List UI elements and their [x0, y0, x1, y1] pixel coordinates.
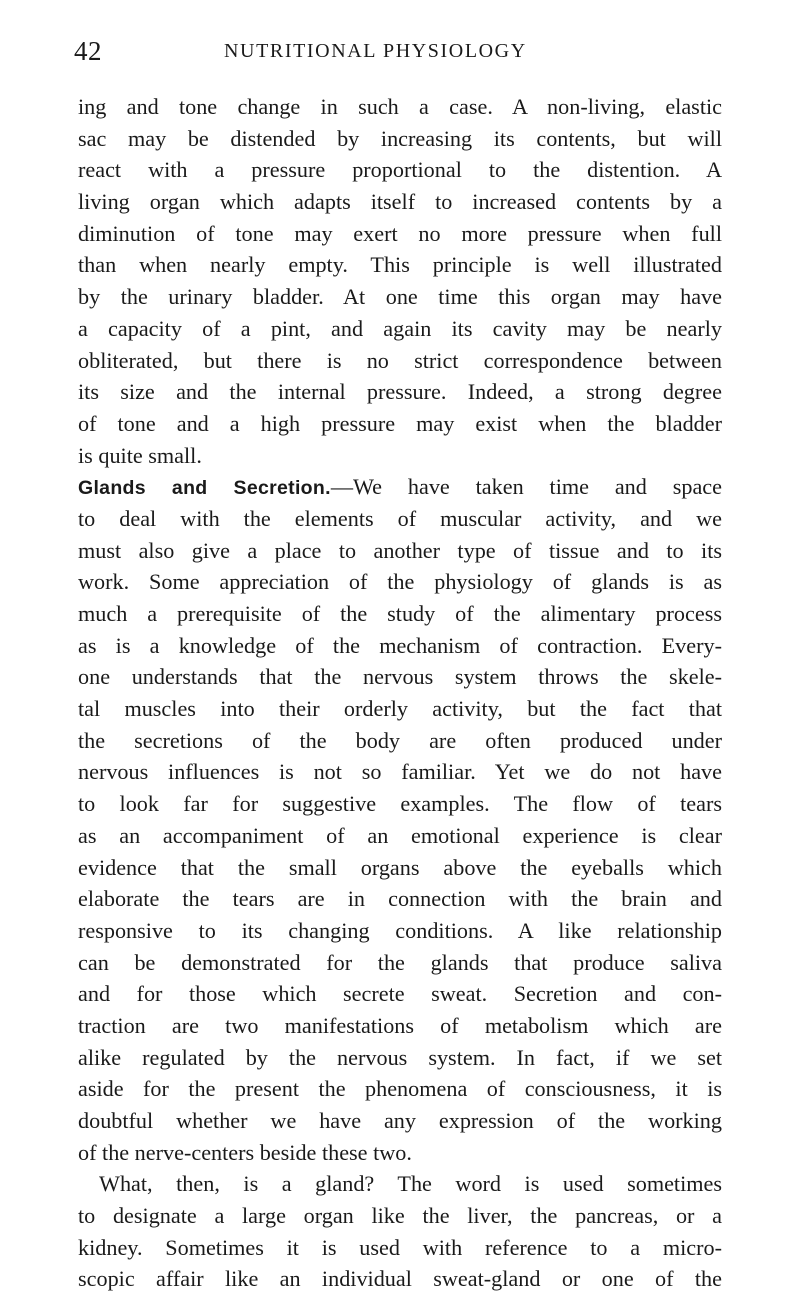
running-title: NUTRITIONAL PHYSIOLOGY: [224, 40, 527, 62]
text-line: react with a pressure proportional to the distention. A: [78, 157, 722, 183]
text-line: is quite small.: [78, 442, 202, 468]
text-line: responsive to its changing conditions. A like relationship: [78, 917, 722, 943]
text-line: living organ which adapts itself to increased contents by a: [78, 189, 722, 215]
book-page: [74, 0, 722, 1292]
text-line: elaborate the tears are in connection with the brain and: [78, 886, 722, 912]
text-line-rest: —We have taken time and space: [330, 474, 722, 500]
text-line: one understands that the nervous system throws the skele-: [78, 664, 722, 690]
text-line: must also give a place to another type of tissue and to its: [78, 537, 722, 563]
body-text: [78, 91, 722, 1295]
text-line: work. Some appreciation of the physiology of glands is as: [78, 569, 722, 595]
text-line: the secretions of the body are often produced under: [78, 727, 722, 753]
text-line: and for those which secrete sweat. Secretion and con-: [78, 981, 722, 1007]
text-line: diminution of tone may exert no more pressure when full: [78, 220, 722, 246]
text-line: nervous influences is not so familiar. Yet we do not have: [78, 759, 722, 785]
text-line: much a prerequisite of the study of the alimentary process: [78, 601, 722, 626]
text-line: as an accompaniment of an emotional experience is clear: [78, 822, 722, 848]
text-line: ing and tone change in such a case. A non-living, elastic: [78, 94, 722, 119]
text-line: scopic affair like an individual sweat-gland or one of the: [78, 1266, 722, 1292]
text-line: alike regulated by the nervous system. In fact, if we set: [78, 1044, 722, 1070]
paragraph-1: [78, 91, 722, 471]
text-line: than when nearly empty. This principle is well illustrated: [78, 252, 722, 278]
text-line: aside for the present the phenomena of consciousness, it is: [78, 1076, 722, 1102]
text-line: as is a knowledge of the mechanism of contraction. Every-: [78, 632, 722, 658]
text-line: can be demonstrated for the glands that produce saliva: [78, 949, 722, 975]
running-head: [74, 33, 722, 69]
paragraph-3: [78, 1168, 722, 1295]
page-number: 42: [74, 36, 102, 66]
text-line: to deal with the elements of muscular activity, and we: [78, 505, 722, 531]
text-line: tal muscles into their orderly activity, but the fact that: [78, 696, 722, 722]
text-line: sac may be distended by increasing its contents, but will: [78, 125, 722, 151]
text-line-with-heading: [78, 471, 722, 503]
text-line: traction are two manifestations of metabolism which are: [78, 1012, 722, 1038]
text-line: a capacity of a pint, and again its cavity may be nearly: [78, 315, 722, 341]
text-line: to designate a large organ like the liver, the pancreas, or a: [78, 1203, 722, 1229]
text-line: to look far for suggestive examples. The flow of tears: [78, 791, 722, 817]
paragraph-2: [78, 471, 722, 1168]
text-line: kidney. Sometimes it is used with reference to a micro-: [78, 1234, 722, 1260]
text-line: of tone and a high pressure may exist when the bladder: [78, 410, 722, 436]
text-line: of the nerve-centers beside these two.: [78, 1139, 412, 1165]
text-line: by the urinary bladder. At one time this organ may have: [78, 284, 722, 310]
section-heading: Glands and Secretion.: [78, 477, 331, 500]
text-line: its size and the internal pressure. Indeed, a strong degree: [78, 379, 722, 405]
text-line: What, then, is a gland? The word is used sometimes: [99, 1171, 722, 1197]
text-line: doubtful whether we have any expression of the working: [78, 1108, 722, 1133]
text-line: evidence that the small organs above the eyeballs which: [78, 854, 722, 880]
text-line: obliterated, but there is no strict correspondence between: [78, 347, 722, 373]
